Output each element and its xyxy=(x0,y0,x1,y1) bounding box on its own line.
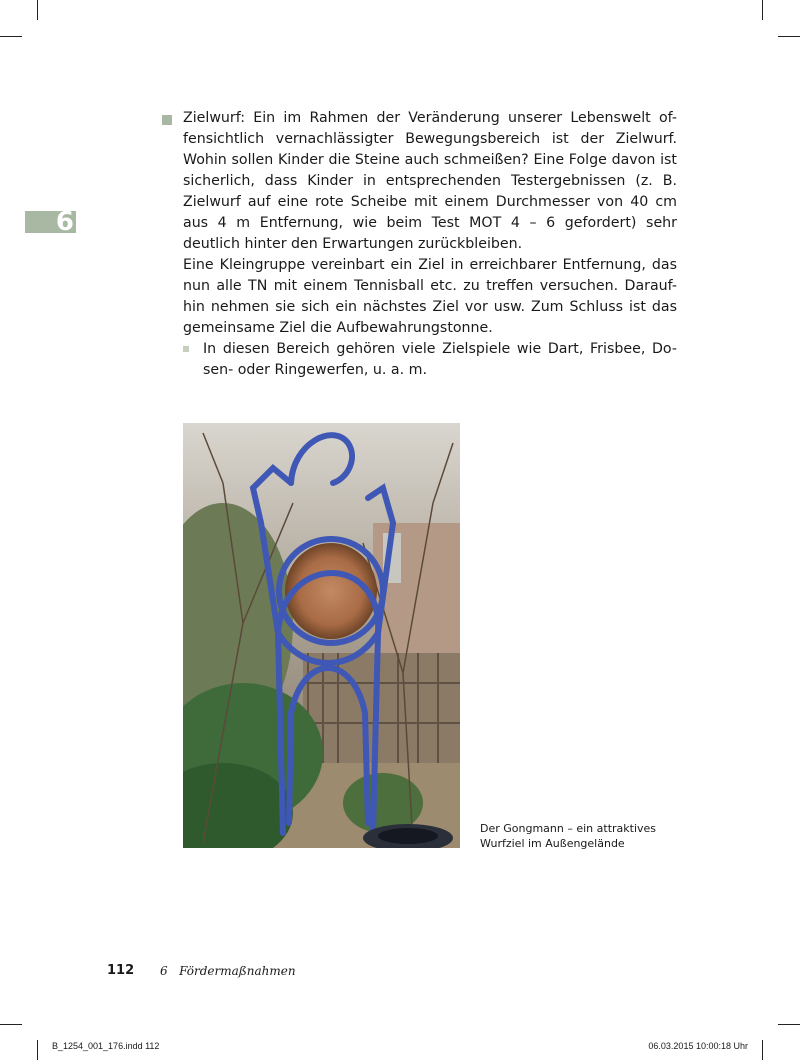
crop-mark xyxy=(37,0,38,20)
page-number: 112 xyxy=(107,963,135,978)
text-line: fensichtlich vernachlässigter Bewegungsbereich ist der Zielwurf. xyxy=(183,131,677,147)
main-bullet-text xyxy=(183,108,677,339)
text-line: Eine Kleingruppe vereinbart ein Ziel in erreichbarer Entfernung, das xyxy=(183,257,677,273)
text-line: In diesen Bereich gehören viele Zielspiele wie Dart, Frisbee, Do- xyxy=(203,341,677,357)
running-footer xyxy=(160,964,296,978)
square-bullet-icon xyxy=(162,115,172,125)
crop-mark xyxy=(778,36,800,37)
main-bullet-item xyxy=(162,108,677,339)
caption-line: Der Gongmann – ein attraktives xyxy=(480,822,657,835)
text-line: Zielwurf auf eine rote Scheibe mit einem Durchmesser von 40 cm xyxy=(183,194,677,210)
sub-bullet-item xyxy=(183,339,677,381)
crop-mark xyxy=(0,36,22,37)
crop-mark xyxy=(762,0,763,20)
text-line: ist sicherlich, dass Kinder in entsprechenden Testergebnissen (z. B. xyxy=(183,152,677,189)
caption-line: Wurfziel im Außengelände xyxy=(480,837,625,850)
chapter-tab: 6 xyxy=(25,211,76,233)
slug-timestamp: 06.03.2015 10:00:18 Uhr xyxy=(648,1041,748,1051)
crop-mark xyxy=(0,1024,22,1025)
slug-file: B_1254_001_176.indd 112 xyxy=(52,1041,160,1051)
paragraph-zielwurf xyxy=(183,108,677,255)
text-line: Wohin sollen Kinder die Steine auch schmeißen? Eine Folge davon xyxy=(183,152,656,168)
text-line: hinter den Erwartungen zurückbleiben. xyxy=(244,236,523,252)
crop-mark xyxy=(762,1040,763,1060)
paragraph-kleingruppe xyxy=(183,255,677,339)
text-line: nun alle TN mit einem Tennisball etc. zu treffen versuchen. Darauf- xyxy=(183,278,677,294)
text-line: gemeinsame Ziel die Aufbewahrungstonne. xyxy=(183,320,493,336)
body-content xyxy=(162,108,677,381)
text-line: aus 4 m Entfernung, wie beim Test MOT 4 – 6 gefordert) sehr deutlich xyxy=(183,215,677,252)
crop-mark xyxy=(37,1040,38,1060)
text-line: sen- oder Ringewerfen, u. a. m. xyxy=(203,362,427,378)
text-line: hin nehmen sie sich ein nächstes Ziel vor usw. Zum Schluss ist das xyxy=(183,299,677,315)
footer-chapter-title: Fördermaßnahmen xyxy=(179,964,296,978)
text-line: Zielwurf: Ein im Rahmen der Veränderung unserer Lebenswelt of- xyxy=(183,110,677,126)
crop-mark xyxy=(778,1024,800,1025)
footer-chapter-number: 6 xyxy=(160,964,168,978)
figure-caption xyxy=(480,821,680,851)
sub-bullet-text xyxy=(203,339,677,381)
gongmann-photo xyxy=(183,423,460,848)
small-square-bullet-icon xyxy=(183,346,189,352)
